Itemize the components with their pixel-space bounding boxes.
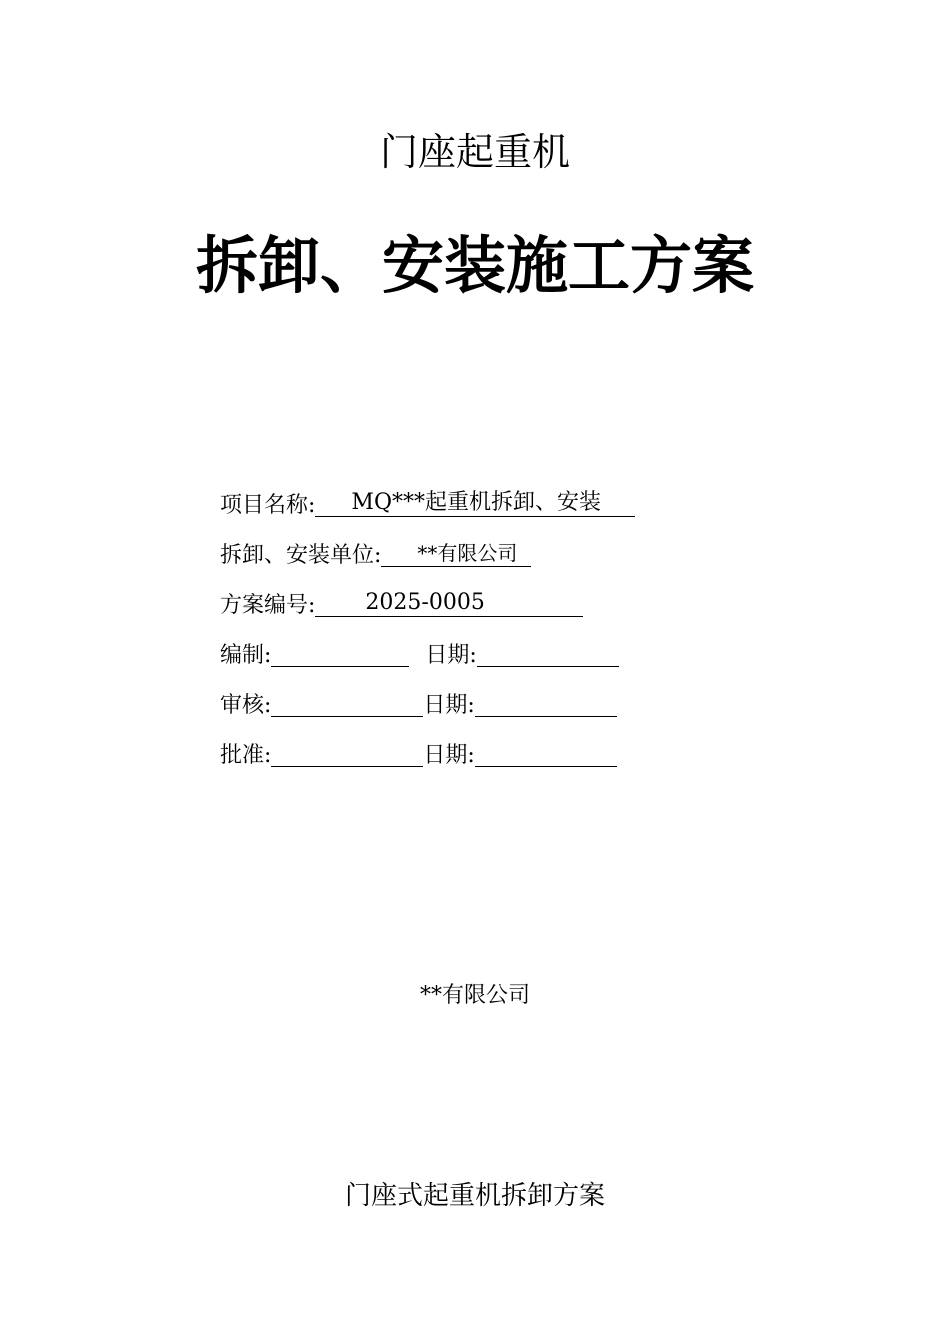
review-date-blank [475,690,617,717]
compile-date-label: 日期: [425,642,477,668]
unit-row [220,528,635,578]
compile-row [220,628,635,678]
approve-blank [271,740,423,767]
cover-title: 拆卸、安装施工方案 [195,229,754,302]
approve-date-label: 日期: [423,742,475,768]
review-row [220,678,635,728]
approve-date-blank [475,740,617,767]
footer-title: 门座式起重机拆卸方案 [344,1181,605,1211]
scheme-number-row [220,578,635,628]
review-label: 审核: [220,692,272,718]
scheme-number-label: 方案编号: [220,592,316,618]
compile-date-blank [477,640,619,667]
unit-value: **有限公司 [381,540,531,567]
cover-subtitle: 门座起重机 [379,130,570,174]
compile-label: 编制: [220,642,272,668]
scheme-number-value: 2025-0005 [315,590,583,617]
approve-label: 批准: [220,742,272,768]
project-name-value: MQ***起重机拆卸、安装 [315,490,635,517]
project-name-row [220,478,635,528]
review-blank [271,690,423,717]
project-info-block [220,478,635,778]
project-name-label: 项目名称: [220,492,316,518]
unit-label: 拆卸、安装单位: [220,542,382,568]
company-name: **有限公司 [419,983,530,1008]
compile-blank [271,640,409,667]
review-date-label: 日期: [423,692,475,718]
approve-row [220,728,635,778]
